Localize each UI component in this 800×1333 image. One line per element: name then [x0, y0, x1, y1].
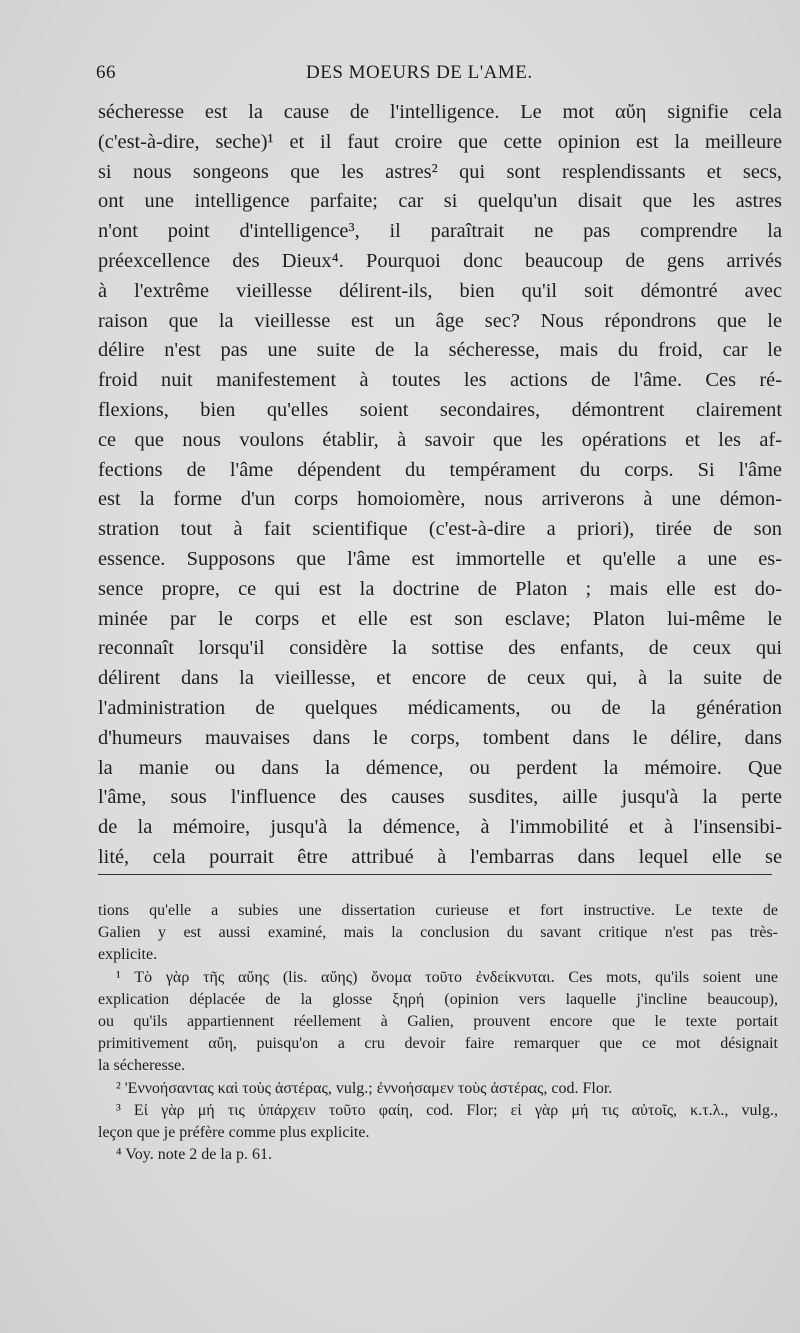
- footnote-line: leçon que je préfère comme plus explicite.: [98, 1123, 370, 1141]
- text-line: sence propre, ce qui est la doctrine de Platon ; mais elle est do-: [98, 577, 782, 600]
- text-line: ont une intelligence parfaite; car si quelqu'un disait que les astres: [98, 190, 782, 213]
- text-line: stration tout à fait scientifique (c'est-à-dire a priori), tirée de son: [98, 518, 782, 541]
- text-line: si nous songeons que les astres² qui sont resplendissants et secs,: [98, 160, 782, 183]
- text-line: d'humeurs mauvaises dans le corps, tombent dans le délire, dans: [98, 726, 782, 749]
- footnote-line: ¹ Τὸ γὰρ τῆς αὔης (lis. αὔης) ὄνομα τοῦτο ἐνδείκνυται. Ces mots, qu'ils soient une: [116, 968, 778, 986]
- footnote-line: explication déplacée de la glosse ξηρή (opinion vers laquelle j'incline beaucoup),: [98, 990, 778, 1008]
- footnote-line: Galien y est aussi examiné, mais la conclusion du savant critique n'est pas très-: [98, 924, 778, 942]
- footnote-line: la sécheresse.: [98, 1057, 186, 1075]
- main-text: [98, 98, 782, 873]
- text-line: minée par le corps et elle est son esclave; Platon lui-même le: [98, 607, 782, 630]
- footnote-line: tions qu'elle a subies une dissertation curieuse et fort instructive. Le texte de: [98, 902, 778, 919]
- text-line: est la forme d'un corps homoiomère, nous arriverons à une démon-: [98, 488, 782, 511]
- text-line: l'âme, sous l'influence des causes susdites, aille jusqu'à la perte: [98, 786, 782, 809]
- footnote-line: ⁴ Voy. note 2 de la p. 61.: [116, 1146, 272, 1164]
- text-line: (c'est-à-dire, seche)¹ et il faut croire que cette opinion est la meilleure: [98, 130, 782, 153]
- text-line: préexcellence des Dieux⁴. Pourquoi donc beaucoup de gens arrivés: [98, 249, 782, 272]
- footnote-line: explicite.: [98, 946, 158, 964]
- footnote-line: ³ Εἰ γὰρ μή τις ὑπάρχειν τοῦτο φαίη, cod. Flor; εἰ γὰρ μή τις αὐτοῖς, κ.τ.λ., vulg.,: [116, 1101, 778, 1119]
- footnote-rule: [98, 874, 772, 875]
- text-line: reconnaît lorsqu'il considère la sottise des enfants, de ceux qui: [98, 637, 782, 660]
- text-line: fections de l'âme dépendent du tempérament du corps. Si l'âme: [98, 458, 782, 481]
- text-line: essence. Supposons que l'âme est immortelle et qu'elle a une es-: [98, 547, 782, 570]
- text-line: de la mémoire, jusqu'à la démence, à l'immobilité et à l'insensibi-: [98, 816, 782, 839]
- text-line: ce que nous voulons établir, à savoir que les opérations et les af-: [98, 428, 782, 451]
- running-title: DES MOEURS DE L'AME.: [306, 62, 533, 83]
- text-line: raison que la vieillesse est un âge sec? Nous répondrons que le: [98, 309, 782, 332]
- text-line: délire n'est pas une suite de la sécheresse, mais du froid, car le: [98, 339, 782, 362]
- text-line: lité, cela pourrait être attribué à l'embarras dans lequel elle se: [98, 845, 782, 868]
- text-line: la manie ou dans la démence, ou perdent la mémoire. Que: [98, 756, 782, 779]
- text-line: froid nuit manifestement à toutes les actions de l'âme. Ces ré-: [98, 369, 782, 392]
- text-line: n'ont point d'intelligence³, il paraîtrait ne pas comprendre la: [98, 220, 782, 243]
- footnote-line: ² 'Εννοήσαντας καὶ τοὺς ἀστέρας, vulg.; ἐννοήσαμεν τοὺς ἀστέρας, cod. Flor.: [116, 1079, 613, 1097]
- text-line: flexions, bien qu'elles soient secondaires, démontrent clairement: [98, 398, 782, 421]
- footnote-line: ou qu'ils appartiennent réellement à Galien, prouvent encore que le texte portait: [98, 1012, 778, 1030]
- page-number: 66: [96, 62, 116, 83]
- text-line: à l'extrême vieillesse délirent-ils, bien qu'il soit démontré avec: [98, 279, 782, 302]
- footnotes: [98, 900, 778, 1166]
- text-line: délirent dans la vieillesse, et encore de ceux qui, à la suite de: [98, 667, 782, 690]
- footnote-line: primitivement αὔη, puisqu'on a cru devoir faire remarquer que ce mot désignait: [98, 1035, 778, 1053]
- text-line: l'administration de quelques médicaments, ou de la génération: [98, 696, 782, 719]
- page-header: [96, 62, 770, 88]
- text-line: sécheresse est la cause de l'intelligence. Le mot αὔη signifie cela: [98, 101, 782, 123]
